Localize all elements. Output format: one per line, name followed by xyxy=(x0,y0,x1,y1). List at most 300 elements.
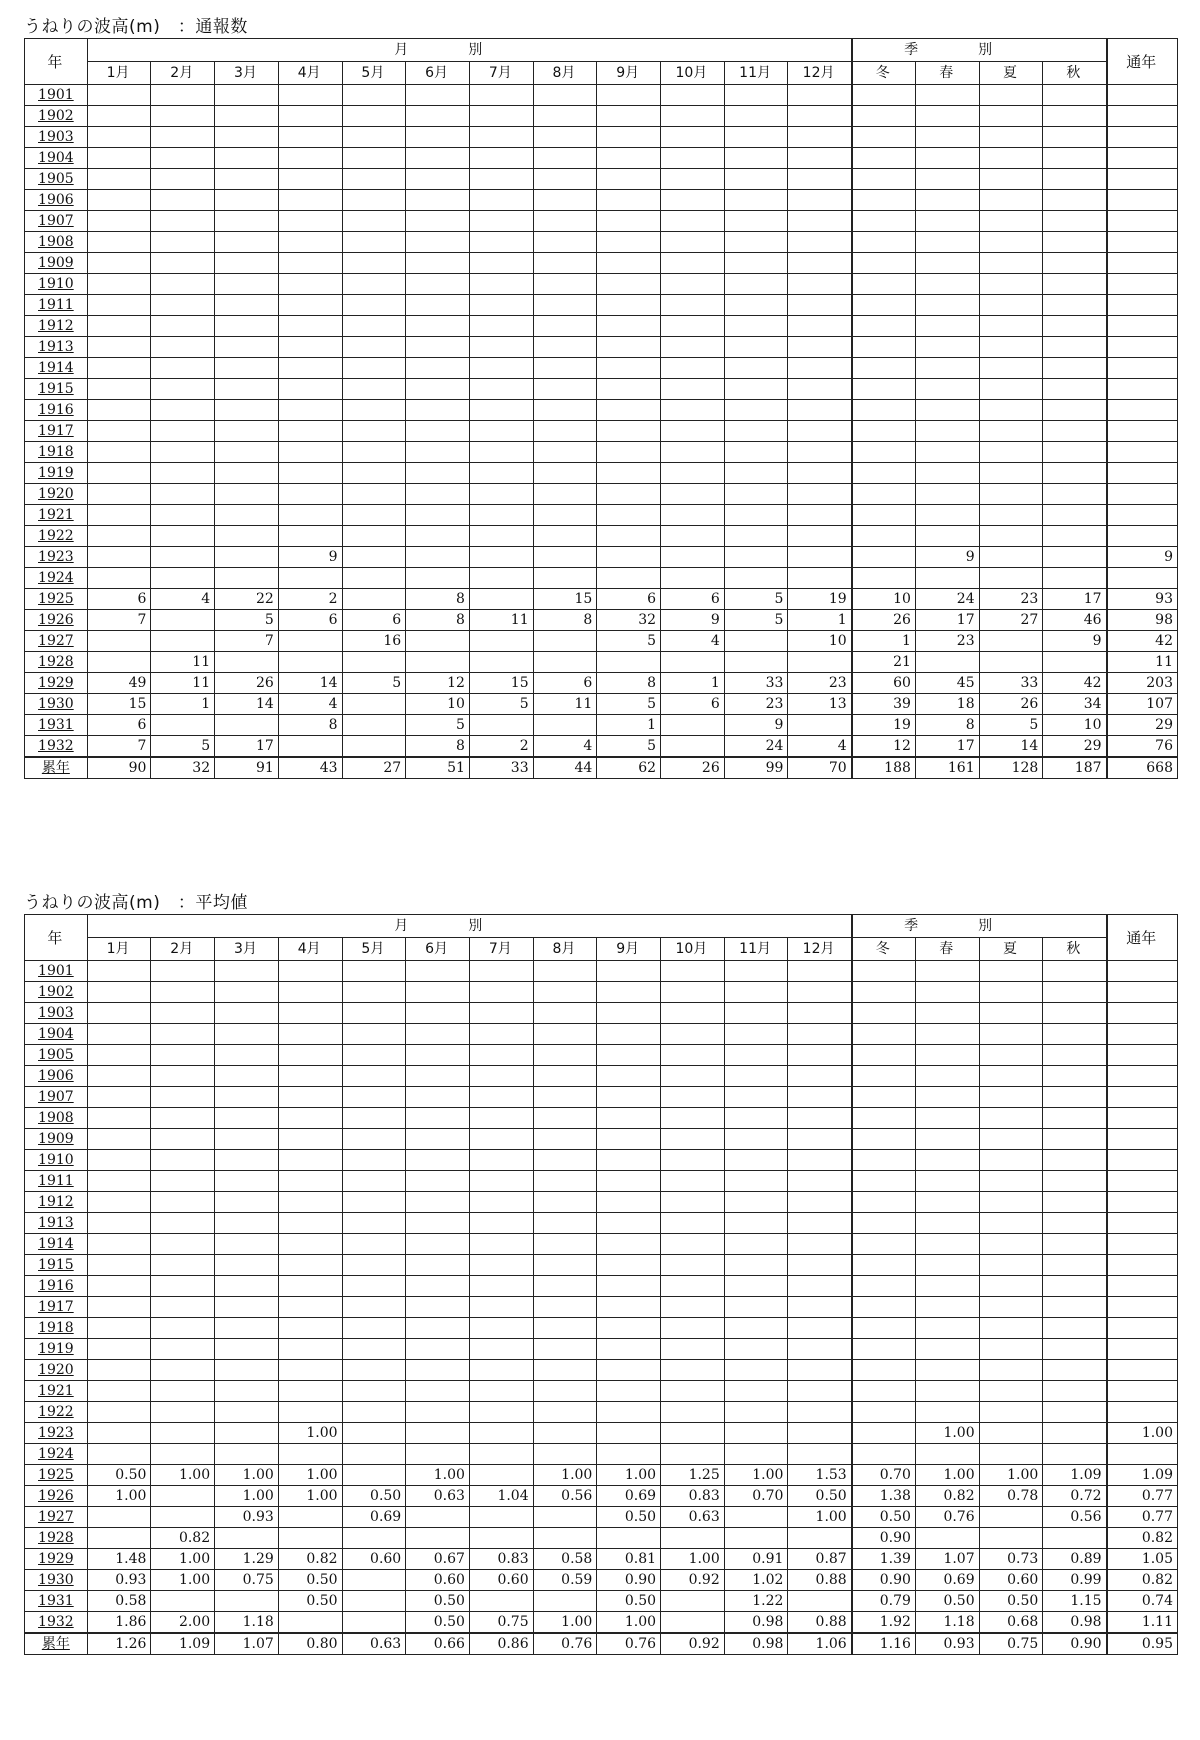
month-value-cell xyxy=(87,400,151,421)
month-value-cell xyxy=(469,547,533,568)
month-value-cell: 1.00 xyxy=(87,1486,151,1507)
season-value-cell xyxy=(852,1297,916,1318)
month-value-cell xyxy=(406,1255,470,1276)
month-value-cell xyxy=(597,505,661,526)
month-value-cell: 1.00 xyxy=(278,1486,342,1507)
month-value-cell xyxy=(597,484,661,505)
month-value-cell xyxy=(151,1045,215,1066)
month-value-cell xyxy=(215,1255,279,1276)
month-value-cell: 32 xyxy=(151,757,215,779)
month-value-cell xyxy=(788,211,852,232)
month-value-cell xyxy=(724,442,788,463)
month-value-cell xyxy=(342,400,406,421)
season-value-cell xyxy=(979,400,1043,421)
month-value-cell xyxy=(278,505,342,526)
season-value-cell xyxy=(1043,211,1107,232)
year-cell: 1903 xyxy=(25,1003,88,1024)
season-value-cell: 0.99 xyxy=(1043,1570,1107,1591)
season-column-header: 秋 xyxy=(1043,62,1107,85)
season-value-cell: 9 xyxy=(915,547,979,568)
month-value-cell xyxy=(406,295,470,316)
month-value-cell xyxy=(215,547,279,568)
season-value-cell xyxy=(979,1402,1043,1423)
month-value-cell xyxy=(151,148,215,169)
month-value-cell xyxy=(406,547,470,568)
averages-table-section xyxy=(24,914,1178,1655)
month-value-cell xyxy=(597,1024,661,1045)
month-value-cell: 9 xyxy=(661,610,725,631)
month-value-cell xyxy=(724,1234,788,1255)
season-value-cell xyxy=(915,463,979,484)
month-value-cell xyxy=(469,127,533,148)
month-value-cell: 0.60 xyxy=(342,1549,406,1570)
month-value-cell xyxy=(215,1360,279,1381)
month-value-cell xyxy=(151,1150,215,1171)
month-value-cell xyxy=(788,1339,852,1360)
season-value-cell: 0.75 xyxy=(979,1633,1043,1655)
table-row xyxy=(25,610,1178,631)
month-value-cell xyxy=(342,484,406,505)
year-cell: 1914 xyxy=(25,1234,88,1255)
month-value-cell xyxy=(661,1591,725,1612)
month-value-cell xyxy=(469,148,533,169)
season-value-cell xyxy=(852,547,916,568)
month-value-cell xyxy=(342,1213,406,1234)
month-value-cell xyxy=(533,1276,597,1297)
table-row xyxy=(25,421,1178,442)
month-value-cell xyxy=(87,211,151,232)
month-value-cell xyxy=(151,211,215,232)
month-value-cell: 1.06 xyxy=(788,1633,852,1655)
year-cell: 1922 xyxy=(25,1402,88,1423)
season-value-cell xyxy=(852,1171,916,1192)
season-value-cell xyxy=(1043,1528,1107,1549)
month-column-header: 6月 xyxy=(406,62,470,85)
month-value-cell: 0.86 xyxy=(469,1633,533,1655)
month-value-cell: 0.50 xyxy=(788,1486,852,1507)
month-column-header: 8月 xyxy=(533,938,597,961)
annual-column-header: 通年 xyxy=(1107,39,1178,85)
season-value-cell xyxy=(979,1423,1043,1444)
season-value-cell: 0.50 xyxy=(852,1507,916,1528)
season-value-cell xyxy=(1043,463,1107,484)
month-value-cell xyxy=(724,1402,788,1423)
season-value-cell: 0.73 xyxy=(979,1549,1043,1570)
table-row xyxy=(25,1360,1178,1381)
season-value-cell xyxy=(852,1402,916,1423)
season-value-cell xyxy=(915,1234,979,1255)
month-value-cell xyxy=(661,1318,725,1339)
month-value-cell xyxy=(788,1066,852,1087)
table-row xyxy=(25,169,1178,190)
month-value-cell xyxy=(215,1087,279,1108)
month-value-cell xyxy=(215,1003,279,1024)
month-value-cell xyxy=(215,421,279,442)
month-value-cell xyxy=(406,1213,470,1234)
month-value-cell xyxy=(87,1360,151,1381)
month-value-cell xyxy=(87,1045,151,1066)
month-value-cell xyxy=(788,1318,852,1339)
year-cell: 1908 xyxy=(25,1108,88,1129)
month-value-cell xyxy=(151,169,215,190)
month-value-cell xyxy=(215,274,279,295)
month-value-cell: 23 xyxy=(788,673,852,694)
month-value-cell xyxy=(597,1381,661,1402)
season-value-cell xyxy=(1043,1276,1107,1297)
month-value-cell: 1.09 xyxy=(151,1633,215,1655)
month-value-cell: 7 xyxy=(215,631,279,652)
season-value-cell xyxy=(852,1444,916,1465)
month-value-cell xyxy=(597,526,661,547)
month-value-cell xyxy=(597,1108,661,1129)
month-value-cell xyxy=(788,463,852,484)
month-value-cell xyxy=(533,400,597,421)
month-value-cell: 0.63 xyxy=(406,1486,470,1507)
month-value-cell: 0.58 xyxy=(87,1591,151,1612)
year-cell: 1918 xyxy=(25,442,88,463)
year-cell: 1919 xyxy=(25,463,88,484)
month-value-cell xyxy=(215,484,279,505)
annual-value-cell xyxy=(1107,253,1178,274)
month-value-cell: 15 xyxy=(533,589,597,610)
month-value-cell xyxy=(215,1423,279,1444)
season-value-cell xyxy=(915,1129,979,1150)
summary-label: 累年 xyxy=(25,1633,88,1655)
month-value-cell: 23 xyxy=(724,694,788,715)
season-value-cell xyxy=(979,1150,1043,1171)
month-column-header: 9月 xyxy=(597,938,661,961)
month-value-cell xyxy=(724,1003,788,1024)
month-value-cell xyxy=(788,421,852,442)
month-value-cell xyxy=(342,1360,406,1381)
month-value-cell: 0.83 xyxy=(469,1549,533,1570)
month-value-cell xyxy=(87,190,151,211)
month-value-cell xyxy=(597,1255,661,1276)
month-value-cell: 8 xyxy=(278,715,342,736)
month-value-cell xyxy=(661,1150,725,1171)
month-value-cell xyxy=(788,232,852,253)
month-value-cell xyxy=(724,1339,788,1360)
table-row xyxy=(25,736,1178,758)
season-value-cell: 46 xyxy=(1043,610,1107,631)
season-value-cell xyxy=(1043,1003,1107,1024)
annual-value-cell: 11 xyxy=(1107,652,1178,673)
season-value-cell xyxy=(979,1507,1043,1528)
month-value-cell xyxy=(406,400,470,421)
month-value-cell xyxy=(87,148,151,169)
season-value-cell xyxy=(852,1108,916,1129)
month-value-cell: 0.90 xyxy=(597,1570,661,1591)
season-value-cell xyxy=(1043,547,1107,568)
season-value-cell xyxy=(979,1192,1043,1213)
season-value-cell xyxy=(915,1444,979,1465)
month-value-cell xyxy=(151,232,215,253)
month-value-cell: 0.63 xyxy=(342,1633,406,1655)
month-value-cell xyxy=(788,1129,852,1150)
season-value-cell xyxy=(979,421,1043,442)
month-value-cell xyxy=(278,1108,342,1129)
month-value-cell xyxy=(87,379,151,400)
month-value-cell xyxy=(597,547,661,568)
season-value-cell xyxy=(852,982,916,1003)
month-value-cell xyxy=(533,1150,597,1171)
month-value-cell xyxy=(278,1066,342,1087)
year-cell: 1904 xyxy=(25,1024,88,1045)
month-value-cell xyxy=(724,1360,788,1381)
month-value-cell xyxy=(278,631,342,652)
year-cell: 1930 xyxy=(25,694,88,715)
season-value-cell: 8 xyxy=(915,715,979,736)
month-value-cell xyxy=(533,961,597,982)
month-value-cell xyxy=(215,211,279,232)
month-value-cell xyxy=(87,1318,151,1339)
year-cell: 1931 xyxy=(25,715,88,736)
month-value-cell xyxy=(87,484,151,505)
month-value-cell xyxy=(788,526,852,547)
month-value-cell xyxy=(661,1171,725,1192)
table-row xyxy=(25,1486,1178,1507)
month-value-cell: 17 xyxy=(215,736,279,758)
monthly-group-header: 月別 xyxy=(87,915,852,938)
month-value-cell xyxy=(406,253,470,274)
season-value-cell xyxy=(852,379,916,400)
month-value-cell xyxy=(661,85,725,106)
season-value-cell xyxy=(979,652,1043,673)
month-value-cell xyxy=(151,358,215,379)
month-value-cell xyxy=(87,568,151,589)
season-value-cell xyxy=(1043,652,1107,673)
season-value-cell xyxy=(1043,337,1107,358)
month-value-cell xyxy=(469,358,533,379)
season-value-cell xyxy=(852,1360,916,1381)
month-value-cell xyxy=(661,1612,725,1634)
table-row xyxy=(25,106,1178,127)
season-value-cell xyxy=(1043,253,1107,274)
month-value-cell xyxy=(151,610,215,631)
month-value-cell xyxy=(788,1297,852,1318)
year-cell: 1923 xyxy=(25,547,88,568)
season-value-cell xyxy=(979,1066,1043,1087)
month-value-cell xyxy=(406,1234,470,1255)
season-value-cell xyxy=(1043,127,1107,148)
year-cell: 1928 xyxy=(25,1528,88,1549)
season-value-cell xyxy=(1043,190,1107,211)
month-value-cell xyxy=(278,1276,342,1297)
month-value-cell xyxy=(278,1192,342,1213)
month-value-cell xyxy=(788,190,852,211)
month-value-cell xyxy=(406,442,470,463)
season-value-cell: 33 xyxy=(979,673,1043,694)
month-value-cell xyxy=(342,232,406,253)
month-value-cell: 11 xyxy=(533,694,597,715)
table-row xyxy=(25,148,1178,169)
month-value-cell xyxy=(661,253,725,274)
annual-value-cell xyxy=(1107,1045,1178,1066)
month-value-cell: 43 xyxy=(278,757,342,779)
table-row xyxy=(25,1507,1178,1528)
month-value-cell xyxy=(151,127,215,148)
month-value-cell: 11 xyxy=(151,673,215,694)
table-row xyxy=(25,1024,1178,1045)
table-row xyxy=(25,295,1178,316)
month-value-cell xyxy=(215,1045,279,1066)
month-value-cell xyxy=(597,1444,661,1465)
month-value-cell xyxy=(661,190,725,211)
month-value-cell: 15 xyxy=(469,673,533,694)
month-value-cell xyxy=(788,568,852,589)
month-value-cell: 0.69 xyxy=(597,1486,661,1507)
month-value-cell: 2.00 xyxy=(151,1612,215,1634)
season-value-cell xyxy=(915,169,979,190)
month-value-cell xyxy=(278,526,342,547)
month-value-cell xyxy=(724,526,788,547)
month-value-cell xyxy=(533,526,597,547)
month-value-cell xyxy=(469,169,533,190)
summary-row xyxy=(25,757,1178,779)
season-value-cell xyxy=(1043,358,1107,379)
year-cell: 1925 xyxy=(25,1465,88,1486)
month-value-cell xyxy=(151,106,215,127)
month-value-cell xyxy=(597,1276,661,1297)
season-value-cell xyxy=(915,316,979,337)
month-value-cell xyxy=(342,1003,406,1024)
season-value-cell xyxy=(852,526,916,547)
season-value-cell xyxy=(1043,1381,1107,1402)
month-value-cell xyxy=(87,316,151,337)
month-value-cell xyxy=(661,1192,725,1213)
month-value-cell xyxy=(406,1507,470,1528)
season-value-cell xyxy=(852,1318,916,1339)
season-value-cell: 0.90 xyxy=(1043,1633,1107,1655)
annual-value-cell: 0.77 xyxy=(1107,1486,1178,1507)
month-value-cell: 15 xyxy=(87,694,151,715)
month-value-cell xyxy=(87,1150,151,1171)
season-value-cell: 10 xyxy=(1043,715,1107,736)
month-value-cell xyxy=(533,1339,597,1360)
month-value-cell xyxy=(278,421,342,442)
year-cell: 1925 xyxy=(25,589,88,610)
annual-value-cell xyxy=(1107,106,1178,127)
month-value-cell xyxy=(406,1297,470,1318)
month-value-cell xyxy=(533,652,597,673)
month-value-cell xyxy=(724,1507,788,1528)
month-value-cell: 22 xyxy=(215,589,279,610)
month-value-cell xyxy=(469,1045,533,1066)
month-value-cell xyxy=(342,961,406,982)
season-value-cell: 26 xyxy=(979,694,1043,715)
table-row xyxy=(25,982,1178,1003)
month-value-cell xyxy=(342,568,406,589)
season-value-cell xyxy=(979,1045,1043,1066)
month-column-header: 9月 xyxy=(597,62,661,85)
month-value-cell xyxy=(278,1360,342,1381)
month-value-cell: 1.00 xyxy=(151,1465,215,1486)
summary-row xyxy=(25,1633,1178,1655)
table-row xyxy=(25,1549,1178,1570)
table-row xyxy=(25,1171,1178,1192)
month-value-cell xyxy=(278,1171,342,1192)
annual-value-cell: 93 xyxy=(1107,589,1178,610)
month-value-cell: 8 xyxy=(597,673,661,694)
month-value-cell xyxy=(151,961,215,982)
month-value-cell xyxy=(342,148,406,169)
season-value-cell: 128 xyxy=(979,757,1043,779)
month-value-cell xyxy=(215,568,279,589)
month-value-cell xyxy=(533,484,597,505)
month-value-cell: 1.00 xyxy=(151,1549,215,1570)
month-value-cell xyxy=(87,1066,151,1087)
month-value-cell xyxy=(724,961,788,982)
month-value-cell: 1.00 xyxy=(597,1465,661,1486)
month-value-cell xyxy=(724,1213,788,1234)
annual-value-cell xyxy=(1107,1297,1178,1318)
month-value-cell: 0.50 xyxy=(597,1591,661,1612)
month-value-cell: 5 xyxy=(724,610,788,631)
month-value-cell xyxy=(597,127,661,148)
month-value-cell xyxy=(597,211,661,232)
month-value-cell xyxy=(342,127,406,148)
month-value-cell xyxy=(724,1276,788,1297)
annual-value-cell xyxy=(1107,961,1178,982)
month-column-header: 1月 xyxy=(87,938,151,961)
annual-value-cell xyxy=(1107,505,1178,526)
month-value-cell xyxy=(406,1423,470,1444)
month-value-cell xyxy=(469,589,533,610)
season-value-cell xyxy=(1043,961,1107,982)
month-value-cell xyxy=(661,961,725,982)
season-value-cell xyxy=(915,484,979,505)
annual-value-cell xyxy=(1107,1024,1178,1045)
month-value-cell: 1.00 xyxy=(151,1570,215,1591)
month-value-cell xyxy=(788,1234,852,1255)
month-value-cell xyxy=(406,961,470,982)
month-value-cell xyxy=(215,316,279,337)
month-value-cell xyxy=(215,1318,279,1339)
month-value-cell xyxy=(788,1276,852,1297)
month-value-cell xyxy=(724,85,788,106)
month-value-cell: 0.63 xyxy=(661,1507,725,1528)
year-cell: 1905 xyxy=(25,169,88,190)
season-value-cell xyxy=(979,526,1043,547)
month-column-header: 3月 xyxy=(215,62,279,85)
month-value-cell xyxy=(87,961,151,982)
table-row xyxy=(25,1045,1178,1066)
season-value-cell xyxy=(1043,85,1107,106)
month-value-cell xyxy=(215,1213,279,1234)
month-value-cell xyxy=(151,253,215,274)
month-value-cell xyxy=(788,106,852,127)
month-value-cell xyxy=(469,1381,533,1402)
month-value-cell xyxy=(597,982,661,1003)
month-value-cell xyxy=(788,1150,852,1171)
month-value-cell xyxy=(661,1528,725,1549)
month-value-cell xyxy=(788,1024,852,1045)
annual-value-cell xyxy=(1107,1234,1178,1255)
month-value-cell: 0.92 xyxy=(661,1633,725,1655)
month-value-cell xyxy=(342,85,406,106)
month-value-cell xyxy=(661,400,725,421)
month-value-cell xyxy=(533,463,597,484)
season-value-cell xyxy=(915,1066,979,1087)
month-value-cell xyxy=(533,631,597,652)
month-value-cell xyxy=(278,127,342,148)
month-value-cell xyxy=(533,982,597,1003)
season-column-header: 春 xyxy=(915,938,979,961)
year-cell: 1921 xyxy=(25,1381,88,1402)
month-value-cell xyxy=(278,400,342,421)
year-cell: 1929 xyxy=(25,1549,88,1570)
month-value-cell: 0.98 xyxy=(724,1633,788,1655)
